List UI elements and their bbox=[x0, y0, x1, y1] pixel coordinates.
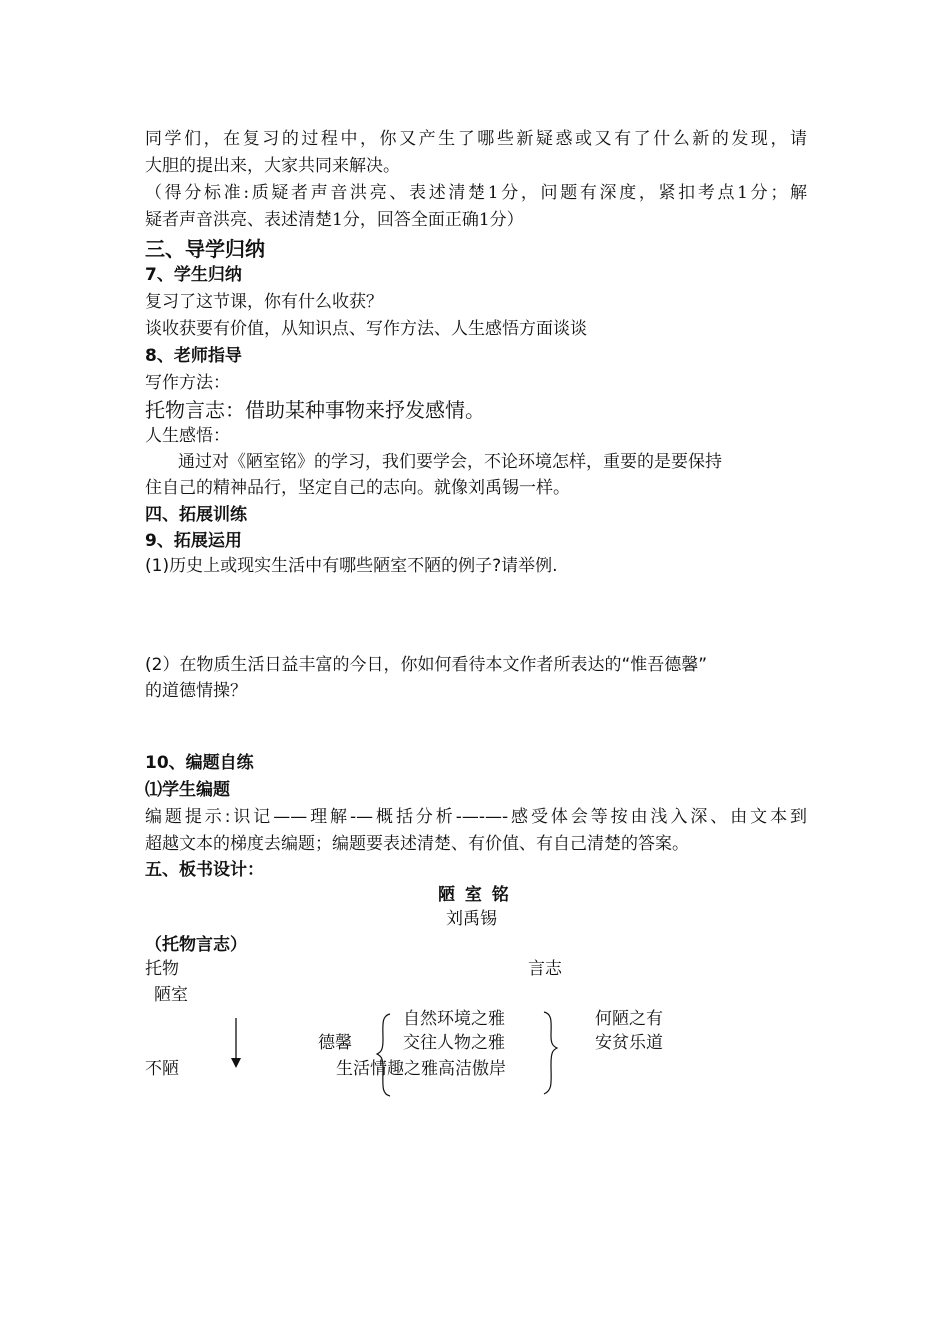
board-author: 刘禹锡 bbox=[446, 909, 497, 929]
question-hint-line-1: 编题提示:识记——理解-—概括分析-—-—-感受体会等按由浅入深、由文本到 bbox=[145, 807, 807, 827]
board-title: 陋 室 铭 bbox=[438, 885, 511, 905]
board-left-top: 托物 bbox=[145, 959, 179, 979]
score-criteria-line-1: （得分标准:质疑者声音洪亮、表述清楚1分，问题有深度，紧扣考点1分；解 bbox=[145, 183, 807, 203]
down-arrow-icon bbox=[231, 1018, 241, 1068]
board-right-item-2: 安贫乐道 bbox=[595, 1033, 663, 1053]
board-right-top: 言志 bbox=[528, 959, 562, 979]
board-item-life: 生活情趣之雅高洁傲岸 bbox=[336, 1059, 506, 1079]
writing-method-label: 写作方法： bbox=[145, 373, 230, 393]
intro-line-2: 大胆的提出来，大家共同来解决。 bbox=[145, 156, 400, 176]
score-criteria-line-2: 疑者声音洪亮、表述清楚1分，回答全面正确1分） bbox=[145, 210, 524, 230]
question-hint-line-2: 超越文本的梯度去编题；编题要表述清楚、有价值、有自己清楚的答案。 bbox=[145, 834, 689, 854]
harvest-hint: 谈收获要有价值，从知识点、写作方法、人生感悟方面谈谈 bbox=[145, 319, 587, 339]
section-3-heading: 三、导学归纳 bbox=[145, 237, 265, 261]
writing-method-text: 托物言志：借助某种事物来抒发感情。 bbox=[145, 398, 485, 422]
board-lou-shi: 陋室 bbox=[154, 985, 188, 1005]
board-right-item-1: 何陋之有 bbox=[595, 1009, 663, 1029]
life-insight-label: 人生感悟： bbox=[145, 426, 230, 446]
board-bu-lou: 不陋 bbox=[145, 1059, 179, 1079]
section-5-heading: 五、板书设计： bbox=[145, 860, 264, 880]
student-question-heading: ⑴学生编题 bbox=[145, 780, 230, 800]
right-brace bbox=[544, 1012, 557, 1094]
board-dexin: 德馨 bbox=[318, 1033, 352, 1053]
intro-line-1: 同学们，在复习的过程中，你又产生了哪些新疑惑或又有了什么新的发现，请 bbox=[145, 129, 807, 149]
section-7-heading: 7、学生归纳 bbox=[145, 265, 242, 285]
life-insight-line-2: 住自己的精神品行，坚定自己的志向。就像刘禹锡一样。 bbox=[145, 478, 570, 498]
left-brace bbox=[377, 1014, 390, 1096]
section-4-heading: 四、拓展训练 bbox=[145, 505, 247, 525]
board-item-people: 交往人物之雅 bbox=[403, 1033, 505, 1053]
harvest-question: 复习了这节课，你有什么收获？ bbox=[145, 292, 383, 312]
life-insight-line-1: 通过对《陋室铭》的学习，我们要学会，不论环境怎样，重要的是要保持 bbox=[178, 452, 722, 472]
extension-question-2-line-1: (2）在物质生活日益丰富的今日，你如何看待本文作者所表达的“惟吾德馨” bbox=[145, 655, 708, 675]
board-theme: （托物言志） bbox=[145, 935, 247, 955]
section-8-heading: 8、老师指导 bbox=[145, 346, 242, 366]
board-item-nature: 自然环境之雅 bbox=[403, 1009, 505, 1029]
extension-question-1: (1)历史上或现实生活中有哪些陋室不陋的例子?请举例. bbox=[145, 556, 558, 576]
section-10-heading: 10、编题自练 bbox=[145, 753, 254, 773]
extension-question-2-line-2: 的道德情操？ bbox=[145, 681, 247, 701]
section-9-heading: 9、拓展运用 bbox=[145, 531, 242, 551]
